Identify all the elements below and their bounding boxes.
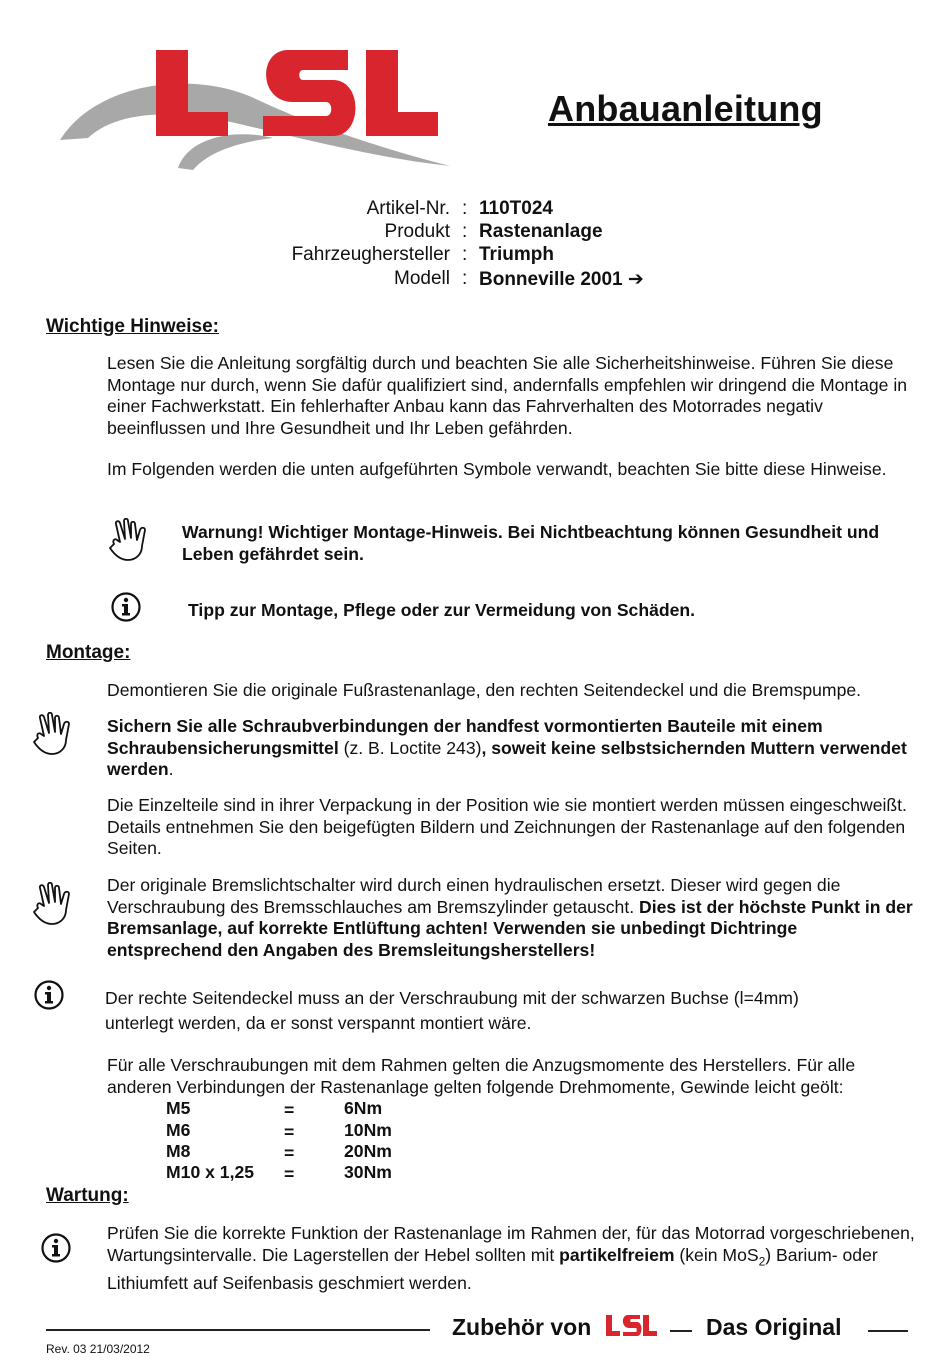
loctite-note: (z. B. Loctite 243) [338,737,482,758]
montage-paragraph-4 [107,875,917,961]
hinweise-paragraph-2: Im Folgenden werden die unten aufgeführten Symbole verwandt, beachten Sie bitte diese Hinweise. [107,459,887,479]
info-icon [33,979,65,1011]
section-heading-montage: Montage: [46,642,131,663]
wartung-bold: partikelfreiem [559,1244,675,1265]
hand-warning-icon [108,518,148,562]
montage-paragraph-5-line-1: Der rechte Seitendeckel muss an der Verschraubung mit der schwarzen Buchse (l=4mm) [105,988,799,1008]
torque-thread: M10 x 1,25 [166,1162,255,1182]
meta-row-model [0,268,950,292]
meta-label: Modell [394,268,450,289]
hinweise-paragraph-1: Lesen Sie die Anleitung sorgfältig durch und beachten Sie alle Sicherheitshinweise. Führen Sie diese Montage nur durch, wenn Sie dafür qualifiziert sind, andernfalls empfehlen wir dringend die Montage in einer Fachwerkstatt. Ein fehlerhafter Anbau kann das Fahrverhalten des Motorrades negativ beeinflussen und Ihre Gesundheit und Ihr Leben gefährden. [107,353,908,438]
meta-colon: : [462,268,468,289]
wartung-paragraph [107,1223,922,1294]
torque-value: 20Nm [344,1141,392,1161]
lsl-logo [58,40,458,175]
footer-dash [670,1330,692,1332]
warning-legend-text: Warnung! Wichtiger Montage-Hinweis. Bei Nichtbeachtung können Gesundheit und Leben gefährdet sein. [182,522,880,564]
loctite-bold-1: Sichern Sie alle Schraubverbindungen der handfest vormontierten Bauteile mit einem Schraubensicherungsmittel [107,716,823,758]
torque-thread: M6 [166,1120,191,1140]
info-icon [40,1232,72,1264]
wartung-text-b: (kein MoS [674,1244,759,1265]
wartung-text-a: Prüfen Sie die korrekte Funktion der Rastenanlage im Rahmen der, für das Motorrad vorgeschriebenen, Wartungsintervalle. Die Lagerstellen der Hebel sollten mit [107,1223,915,1265]
meta-colon: : [462,221,468,242]
meta-value: 110T024 [479,198,553,219]
torque-eq: = [284,1122,295,1142]
torque-eq: = [284,1143,295,1163]
brake-switch-warning: Dies ist der höchste Punkt in der Bremsanlage, auf korrekte Entlüftung achten! Verwenden sie unbedingt Dichtringe entsprechend den Angaben des Bremsleitungsherstellers! [107,896,913,960]
footer-lsl-logo [604,1313,658,1339]
montage-paragraph-6: Für alle Verschraubungen mit dem Rahmen gelten die Anzugsmomente des Herstellers. Für alle anderen Verbindungen der Rastenanlage gelten folgende Drehmomente, Gewinde leicht geölt: [107,1055,856,1097]
torque-eq: = [284,1100,295,1120]
meta-row-product [0,221,950,245]
tip-legend-text: Tipp zur Montage, Pflege oder zur Vermeidung von Schäden. [188,600,696,620]
section-heading-hinweise: Wichtige Hinweise: [46,316,219,337]
page-title: Anbauanleitung [548,88,823,129]
hand-warning-icon [32,712,72,756]
meta-colon: : [462,244,468,265]
meta-label: Artikel-Nr. [366,198,450,219]
brake-switch-text: Der originale Bremslichtschalter wird durch einen hydraulischen ersetzt. Dieser wird gegen die Verschraubung des Bremsschlauches am Bremszylinder getauscht. [107,875,841,917]
section-heading-wartung: Wartung: [46,1185,129,1206]
meta-value: Rastenanlage [479,221,603,242]
footer-original: Das Original [706,1314,842,1340]
montage-paragraph-5-line-2: unterlegt werden, da er sonst verspannt montiert wäre. [105,1013,532,1033]
revision-label: Rev. 03 21/03/2012 [46,1342,150,1356]
wartung-text-c: ) Barium- oder Lithiumfett auf Seifenbasis geschmiert werden. [107,1244,878,1293]
info-icon [110,591,142,623]
montage-paragraph-2 [107,716,917,781]
torque-value: 30Nm [344,1162,392,1182]
meta-value: Triumph [479,244,554,265]
hand-warning-icon [32,882,72,926]
torque-value: 6Nm [344,1098,383,1118]
torque-value: 10Nm [344,1120,392,1140]
torque-thread: M8 [166,1141,191,1161]
meta-label: Fahrzeughersteller [291,244,450,265]
torque-eq: = [284,1164,295,1184]
footer-rule-right [868,1330,908,1332]
footer-zubehoer: Zubehör von [452,1314,592,1340]
logo-swoosh-inner [178,134,273,170]
loctite-period: . [168,759,174,779]
torque-thread: M5 [166,1098,191,1118]
montage-paragraph-1: Demontieren Sie die originale Fußrastenanlage, den rechten Seitendeckel und die Bremspumpe. [107,680,862,700]
meta-row-manufacturer [0,244,950,268]
loctite-bold-2: , soweit keine selbstsichernden Muttern verwendet werden [107,737,907,779]
meta-colon: : [462,198,468,219]
meta-value: Bonneville 2001 ➔ [479,269,644,290]
wartung-subscript: 2 [758,1254,766,1269]
montage-paragraph-3: Die Einzelteile sind in ihrer Verpackung in der Position wie sie montiert werden müssen eingeschweißt. Details entnehmen Sie den beigefügten Bildern und Zeichnungen der Rastenanlage auf den folgenden Seiten. [107,795,907,858]
footer-rule-left [46,1329,430,1331]
meta-row-article [0,198,950,222]
meta-label: Produkt [384,221,450,242]
